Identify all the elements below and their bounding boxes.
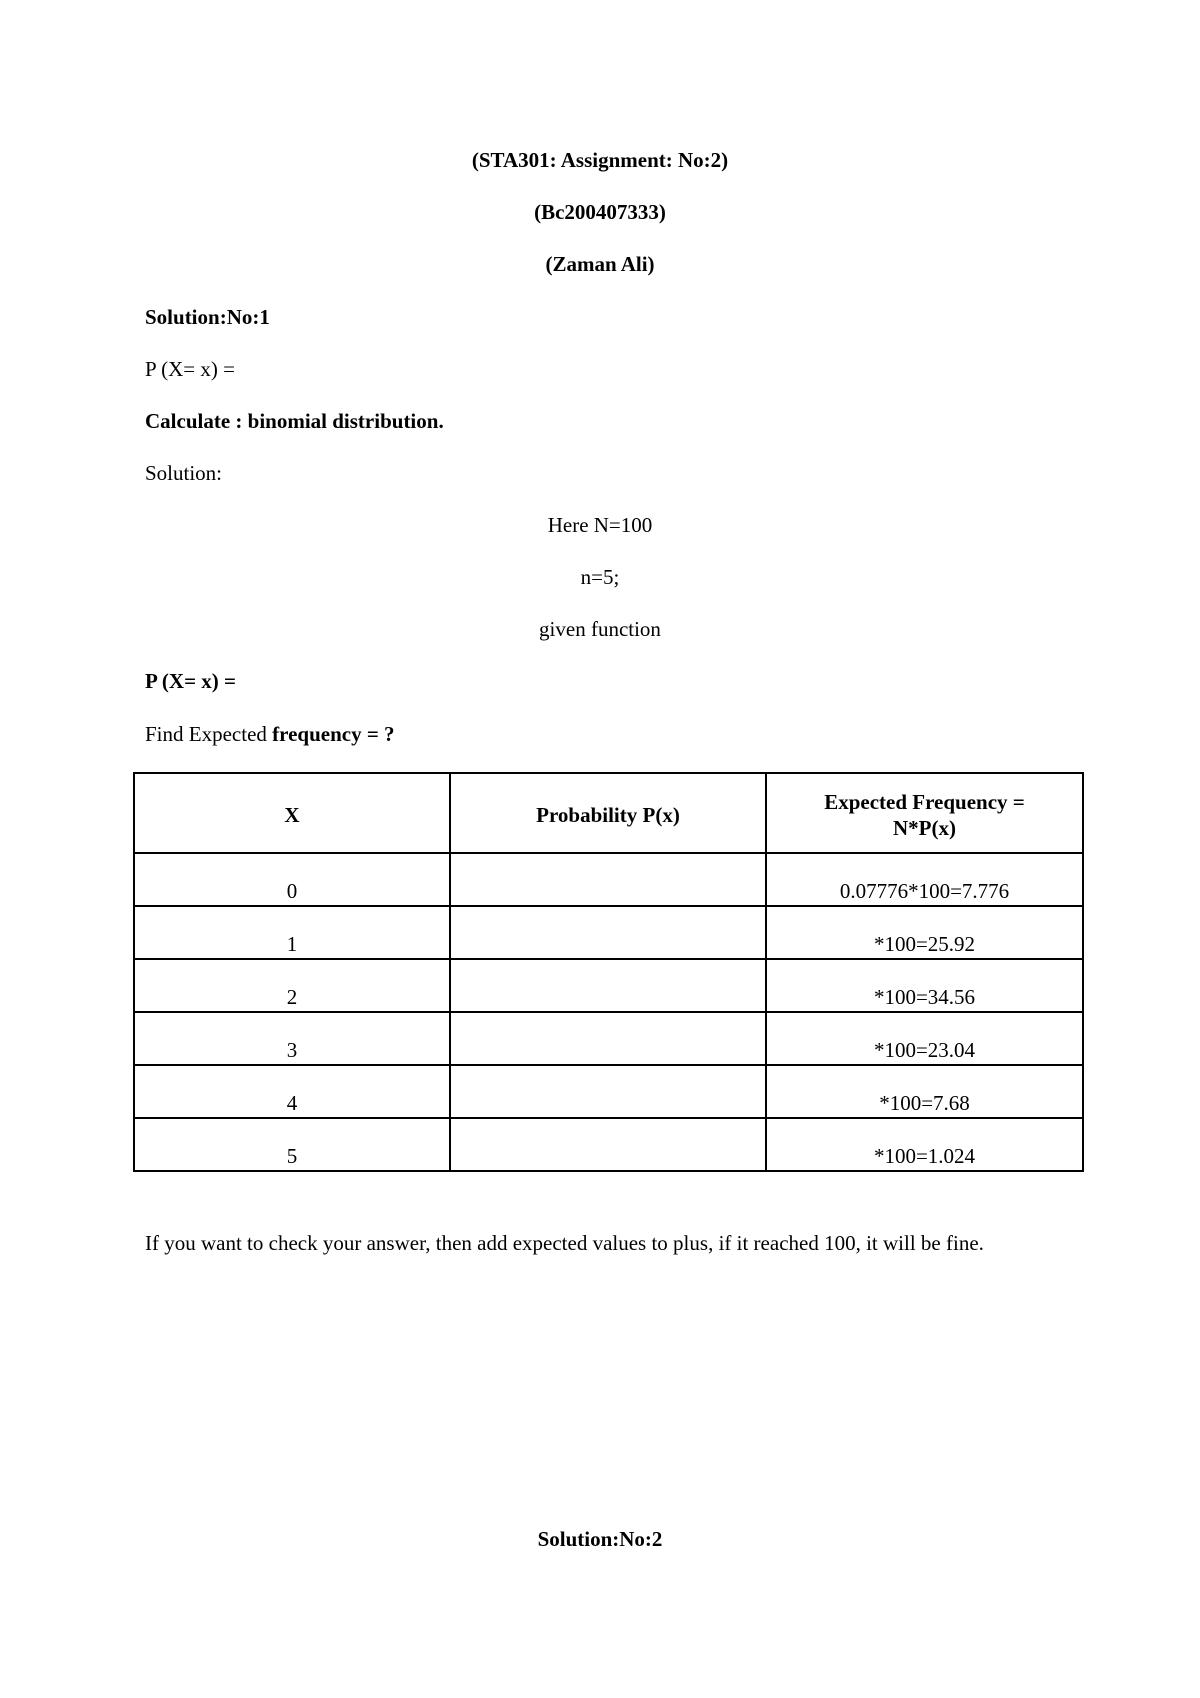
find-prefix: Find Expected	[145, 722, 273, 746]
find-expected-frequency	[145, 721, 395, 747]
cell-x: 2	[134, 959, 450, 1012]
find-bold: frequency = ?	[272, 722, 395, 746]
frequency-table	[133, 772, 1084, 1172]
table-row	[134, 959, 1083, 1012]
cell-expected-frequency: *100=7.68	[766, 1065, 1083, 1118]
given-N: Here N=100	[547, 513, 653, 537]
cell-x: 0	[134, 853, 450, 906]
assignment-title: (STA301: Assignment: No:2)	[471, 148, 729, 172]
student-name: (Zaman Ali)	[545, 252, 655, 276]
cell-probability	[450, 959, 766, 1012]
cell-x: 5	[134, 1118, 450, 1171]
cell-probability	[450, 906, 766, 959]
calculate-label: Calculate : binomial distribution.	[145, 409, 444, 433]
header-expected-frequency: Expected Frequency = N*P(x)	[766, 773, 1083, 853]
student-id: (Bc200407333)	[534, 200, 666, 224]
solution-2-heading: Solution:No:2	[537, 1527, 663, 1551]
cell-expected-frequency: *100=23.04	[766, 1012, 1083, 1065]
table-row	[134, 1065, 1083, 1118]
check-answer-note: If you want to check your answer, then add expected values to plus, if it reached 100, it will be fine.	[145, 1231, 984, 1255]
given-n: n=5;	[580, 565, 620, 589]
cell-probability	[450, 1012, 766, 1065]
table-header-row	[134, 773, 1083, 853]
cell-x: 3	[134, 1012, 450, 1065]
cell-expected-frequency: *100=25.92	[766, 906, 1083, 959]
cell-probability	[450, 853, 766, 906]
cell-x: 1	[134, 906, 450, 959]
header-x: X	[134, 773, 450, 853]
formula-intro: P (X= x) =	[145, 357, 235, 381]
table-row	[134, 1118, 1083, 1171]
cell-expected-frequency: *100=1.024	[766, 1118, 1083, 1171]
given-function: given function	[539, 617, 661, 641]
table-row	[134, 906, 1083, 959]
solution-1-heading: Solution:No:1	[145, 305, 270, 329]
cell-x: 4	[134, 1065, 450, 1118]
solution-label: Solution:	[145, 461, 223, 485]
table-row	[134, 853, 1083, 906]
formula-bold: P (X= x) =	[145, 669, 237, 693]
cell-expected-frequency: 0.07776*100=7.776	[766, 853, 1083, 906]
header-probability: Probability P(x)	[450, 773, 766, 853]
cell-probability	[450, 1118, 766, 1171]
cell-expected-frequency: *100=34.56	[766, 959, 1083, 1012]
cell-probability	[450, 1065, 766, 1118]
table-row	[134, 1012, 1083, 1065]
